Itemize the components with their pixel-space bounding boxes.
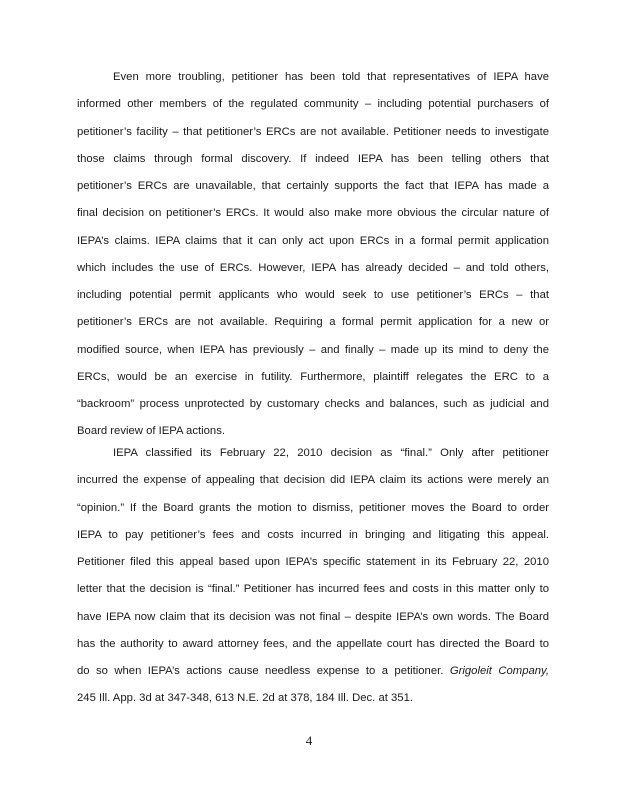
text-line: final decision on petitioner’s ERCs. It would also make more obvious the circular nature of	[77, 207, 549, 220]
text-line: Board review of IEPA actions.	[77, 425, 225, 438]
text-line: Petitioner filed this appeal based upon IEPA’s specific statement in its February 22, 2010	[77, 556, 549, 568]
text-line: petitioner’s facility – that petitioner’s ERCs are not available. Petitioner needs to investigate	[77, 125, 549, 138]
text-line: have IEPA now claim that its decision was not final – despite IEPA’s own words. The Board	[77, 610, 549, 623]
text-line: “opinion.” If the Board grants the motion to dismiss, petitioner moves the Board to order	[77, 501, 549, 514]
text-line: petitioner’s ERCs are unavailable, that certainly supports the fact that IEPA has made a	[77, 180, 549, 192]
text-line: which includes the use of ERCs. However, IEPA has already decided – and told others,	[77, 261, 549, 274]
text-line: letter that the decision is “final.” Petitioner has incurred fees and costs in this matter only to	[77, 583, 549, 596]
text-line: incurred the expense of appealing that decision did IEPA claim its actions were merely an	[77, 474, 549, 487]
text-line: including potential permit applicants who would seek to use petitioner’s ERCs – that	[77, 289, 549, 301]
text-line: IEPA’s claims. IEPA claims that it can only act upon ERCs in a formal permit application	[77, 234, 549, 247]
text-line: IEPA classified its February 22, 2010 decision as “final.” Only after petitioner	[113, 447, 549, 459]
text-line	[77, 658, 549, 685]
paragraph-attorney-fees	[77, 440, 549, 713]
text-line: has the authority to award attorney fees, and the appellate court has directed the Board to	[77, 637, 549, 650]
text-line: Even more troubling, petitioner has been told that representatives of IEPA have	[113, 71, 549, 83]
paragraph-erc-availability	[77, 64, 549, 446]
text-line: IEPA to pay petitioner’s fees and costs incurred in bringing and litigating this appeal.	[77, 528, 549, 541]
text-line: informed other members of the regulated community – including potential purchasers of	[77, 98, 549, 111]
text-line: those claims through formal discovery. If indeed IEPA has been telling others that	[77, 152, 549, 165]
page-number: 4	[305, 733, 313, 748]
text-line-content: do so when IEPA’s actions cause needless expense to a petitioner.	[77, 665, 450, 677]
text-line: “backroom” process unprotected by customary checks and balances, such as judicial and	[77, 398, 549, 410]
text-line: modified source, when IEPA has previously – and finally – made up its mind to deny the	[77, 343, 549, 356]
case-citation: Grigoleit Company,	[449, 665, 549, 677]
citation-line: 245 Ill. App. 3d at 347-348, 613 N.E. 2d at 378, 184 Ill. Dec. at 351.	[77, 692, 413, 705]
text-line: petitioner’s ERCs are not available. Requiring a formal permit application for a new or	[77, 316, 549, 329]
text-line: ERCs, would be an exercise in futility. Furthermore, plaintiff relegates the ERC to a	[77, 370, 549, 383]
